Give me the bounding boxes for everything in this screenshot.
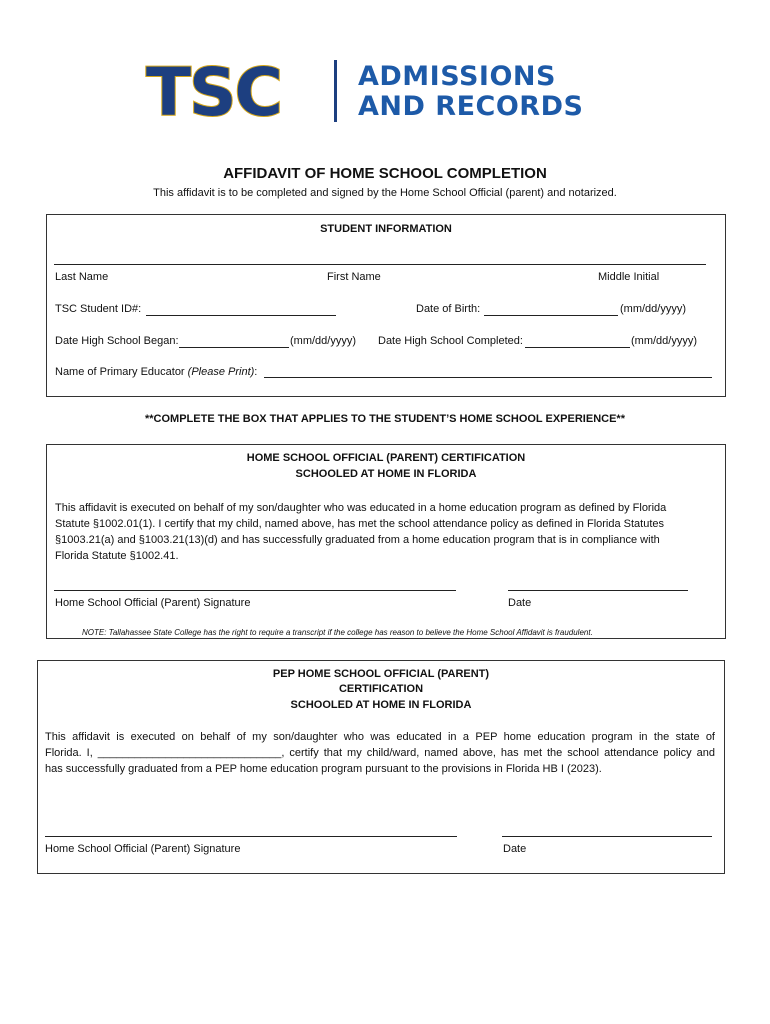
student-info-heading: STUDENT INFORMATION [320,223,452,235]
pep-paragraph-line-1: This affidavit is executed on behalf of my son/daughter who was educated in a PEP home education program in the state of [45,731,715,743]
primary-educator-label [55,366,257,378]
pep-heading-1: PEP HOME SCHOOL OFFICIAL (PARENT) [272,668,490,680]
dob-line[interactable] [484,315,618,316]
primary-educator-line[interactable] [264,377,712,378]
dob-format: (mm/dd/yyyy) [620,303,686,315]
please-print-text: (Please Print) [187,366,255,378]
florida-heading-2: SCHOOLED AT HOME IN FLORIDA [295,468,477,480]
pep-paragraph-line-3: has successfully graduated from a PEP home education program pursuant to the provisions in Florida HB I (2023). [45,763,602,775]
name-line[interactable] [54,264,706,265]
hs-completed-label: Date High School Completed: [378,335,523,347]
pep-signature-line[interactable] [45,836,457,837]
last-name-label: Last Name [55,271,109,283]
hs-began-label: Date High School Began: [55,335,179,347]
complete-box-instruction: **COMPLETE THE BOX THAT APPLIES TO THE STUDENT’S HOME SCHOOL EXPERIENCE** [145,413,625,425]
pep-paragraph-line-2: Florida. I, ______________________________, certify that my child/ward, named above, has met the school attendance policy and [45,747,715,759]
florida-date-label: Date [508,597,532,609]
hs-completed-line[interactable] [525,347,630,348]
pep-heading-2: CERTIFICATION [338,683,424,695]
fraud-note: NOTE: Tallahassee State College has the right to require a transcript if the college has reason to believe the Home School Affidavit is fraudulent. [82,628,593,637]
tsc-id-line[interactable] [146,315,336,316]
pep-date-label: Date [503,843,527,855]
florida-signature-label: Home School Official (Parent) Signature [55,597,251,609]
florida-paragraph-line-4: Florida Statute §1002.41. [55,550,179,562]
pep-signature-label: Home School Official (Parent) Signature [45,843,241,855]
florida-paragraph-line-1: This affidavit is executed on behalf of my son/daughter who was educated in a home education program as defined by Florida [55,502,667,514]
first-name-label: First Name [327,271,381,283]
florida-heading-1: HOME SCHOOL OFFICIAL (PARENT) CERTIFICATION [246,452,526,464]
dob-label: Date of Birth: [416,303,481,315]
page-title: AFFIDAVIT OF HOME SCHOOL COMPLETION [223,165,547,182]
hs-began-line[interactable] [179,347,289,348]
hs-completed-format: (mm/dd/yyyy) [631,335,697,347]
florida-paragraph-line-3: §1003.21(a) and §1003.21(13)(d) and has successfully graduated from a home education program that is in compliance with [55,534,660,546]
logo-admissions: ADMISSIONS [358,61,556,92]
middle-initial-label: Middle Initial [598,271,660,283]
tsc-logo: TSC [146,54,281,131]
primary-educator-colon: : [254,366,258,378]
pep-date-line[interactable] [502,836,712,837]
page-subtitle: This affidavit is to be completed and signed by the Home School Official (parent) and notarized. [153,187,617,199]
logo-and-records: AND RECORDS [358,91,584,122]
florida-signature-line[interactable] [54,590,456,591]
pep-heading-3: SCHOOLED AT HOME IN FLORIDA [290,699,472,711]
hs-began-format: (mm/dd/yyyy) [290,335,356,347]
primary-educator-text: Name of Primary Educator [55,366,188,378]
florida-paragraph-line-2: Statute §1002.01(1). I certify that my child, named above, has met the school attendance policy as defined in Florida Statutes [55,518,665,530]
logo-divider [334,60,337,122]
florida-date-line[interactable] [508,590,688,591]
tsc-id-label: TSC Student ID#: [55,303,142,315]
